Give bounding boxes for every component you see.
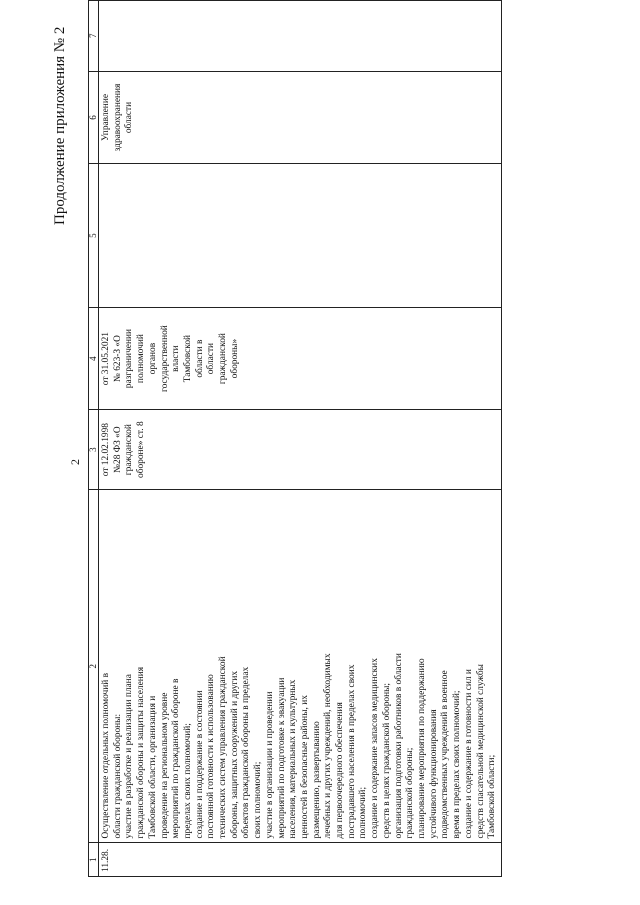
federal-law-line: от 12.02.1998 [101,423,111,477]
description-line: гражданской обороны; [405,747,416,839]
regional-law-line: № 623-З «О [112,335,123,383]
description-line: объектов гражданской обороны в пределах [241,666,252,839]
header-row [89,1,99,877]
description-line: создание и содержание запасов медицинских [370,658,381,839]
page-number: 2 [68,459,82,465]
description-line: мероприятий по подготовке к эвакуации [276,677,287,839]
description-line: населения, материальных и культурных [288,679,299,839]
description-line: создание и содержание в готовности сил и [463,669,474,839]
description-line: участие в разработке и реализации плана [124,674,135,839]
table-row [99,1,502,877]
executor-cell [99,71,502,164]
description-line: подведомственных учреждений в военное [440,670,451,839]
header-cell: 2 [89,489,99,843]
description-line: постоянной готовности к использованию [206,674,217,839]
executor-line: Управление [101,94,111,142]
description-line: пострадавшего населения в пределах своих [346,664,357,839]
header-cell: 4 [89,307,99,410]
description-line: Тамбовской области, организация и [147,695,158,839]
description-line: технических систем управления гражданской [218,656,229,839]
description-line: мероприятий по гражданской обороне в [171,678,182,839]
federal-law-line: обороне» ст. 8 [136,421,147,478]
description-line: средств спасательной медицинской службы [475,664,486,839]
regional-law-line: государственной [159,325,170,393]
description-line: своих полномочий; [253,761,264,839]
description-line: устойчивого функционирования [428,709,439,839]
federal-law-cell [99,410,502,490]
appendix-table [88,0,502,877]
federal-law-line: гражданской [124,424,135,476]
description-line: проведение на региональном уровне [159,692,170,839]
description-line: обороны, защитных сооружений и других [229,670,240,839]
description-line: планирование мероприятия по поддержанию [416,658,427,839]
description-line: время в пределах своих полномочий; [452,690,463,839]
description-line: полномочий; [358,786,369,839]
executor-line: области [124,101,135,134]
column-7-cell [99,1,502,72]
header-cell: 5 [89,164,99,307]
regional-law-line: Тамбовской [182,334,193,383]
regional-law-line: обороны» [229,338,240,379]
description-line: гражданской обороны и защиты населения [136,666,147,839]
description-line: ценностей в безопасные районы, их [299,695,310,839]
description-line: организация подготовки работников в области [393,653,404,839]
description-line: участие в организации и проведении [264,691,275,839]
regional-law-line: власти [171,345,182,372]
federal-law-line: №28 ФЗ «О [112,426,123,473]
regional-law-line: от 31.05.2021 [101,332,111,386]
regional-law-line: области [206,342,217,375]
description-line: Тамбовской области; [487,754,498,839]
regional-law-line: гражданской [218,333,229,385]
appendix-title: Продолжение приложения № 2 [52,26,68,225]
executor-line: здравоохранения [112,83,123,152]
regional-law-line: разграничении [124,328,135,389]
row-number: 11.28. [99,843,502,877]
description-line: пределах своих полномочий; [182,723,193,839]
description-line: лечебных и других учреждений, необходимых [323,653,334,839]
header-cell: 7 [89,1,99,72]
description-line: создание и поддержание в состоянии [194,690,205,839]
description-line: Осуществление отдельных полномочий в [101,672,111,839]
description-line: размещению, развертыванию [311,721,322,839]
description-line: для первоочередного обеспечения [335,702,346,839]
regional-law-line: органов [147,342,158,375]
regional-law-cell [99,307,502,410]
column-5-cell [99,164,502,307]
header-cell: 3 [89,410,99,490]
header-cell: 6 [89,71,99,164]
description-line: средств в целях гражданской обороны; [381,682,392,839]
description-cell [99,489,502,843]
regional-law-line: полномочий [136,334,147,384]
header-cell: 1 [89,843,99,877]
description-line: области гражданской обороны: [112,713,123,839]
regional-law-line: области в [194,339,205,378]
